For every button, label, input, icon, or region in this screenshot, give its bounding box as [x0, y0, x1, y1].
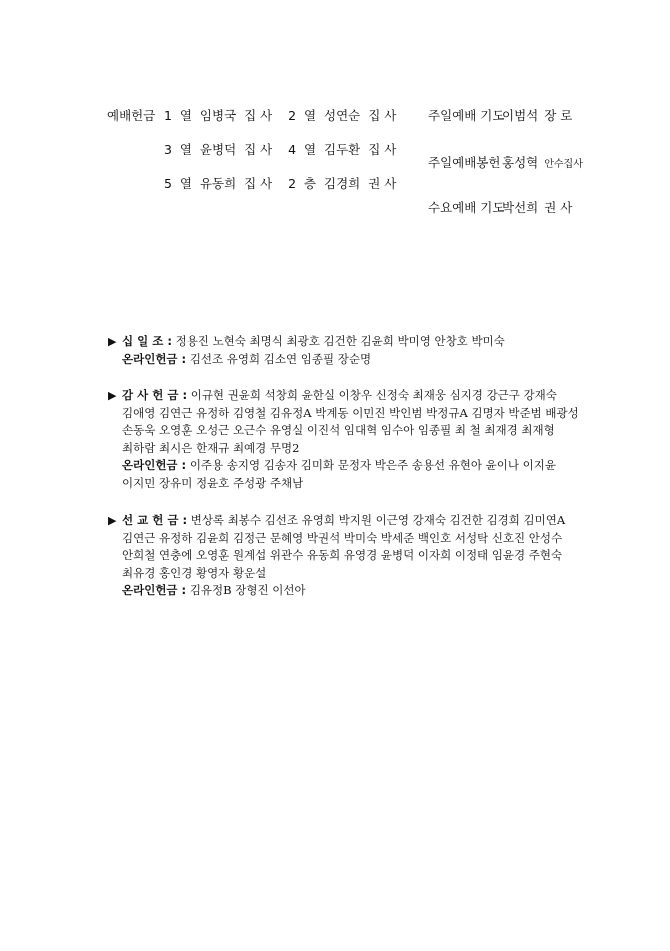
offering-schedule-row-3: 5 열 유동희 집 사 2 층 김경희 권 사	[164, 176, 397, 191]
duty-title: 권 사	[544, 200, 573, 215]
triangle-bullet-icon: ▶	[108, 335, 117, 348]
thanks-line-3: 손동욱 오영훈 오성근 오근수 유영실 이진석 임대혁 임수아 임종필 최 철 최재경 최재형	[122, 423, 555, 437]
mission-header: 선 교 헌 금 :	[122, 513, 188, 527]
thanks-names: 이규현 권윤희 석창희 윤한실 이창우 신정숙 최재웅 심지경 강근구 강재숙	[190, 388, 557, 402]
duty-name: 박선희	[502, 200, 539, 215]
tithe-names: 정용진 노현숙 최명식 최광호 김건한 김윤희 박미영 안창호 박미숙	[175, 334, 505, 348]
duty-title: 안수집사	[544, 159, 583, 170]
tithe-online-line-1	[108, 351, 578, 369]
mission-line-3: 안희철 연충에 오영훈 원계섭 위관수 유동희 유영경 윤병덕 이자희 이정태 임윤경 주현숙	[122, 548, 563, 562]
thanks-line-1	[108, 387, 578, 405]
mission-online-line-1	[108, 582, 578, 600]
tithe-online-names: 김선조 유영희 김소연 임종필 장순명	[189, 351, 372, 366]
thanks-online-header: 온라인헌금 :	[122, 458, 187, 472]
mission-names: 변상록 최봉수 김선조 유영희 박지원 이근영 강재숙 김건한 김경희 김미연A	[190, 513, 566, 527]
triangle-bullet-icon: ▶	[108, 389, 117, 402]
thanks-header: 감 사 헌 금 :	[122, 388, 188, 402]
duty-role: 주일예배 기도	[428, 108, 505, 123]
tithe-online-header: 온라인헌금 :	[122, 351, 187, 366]
mission-section	[108, 512, 578, 600]
duty-role: 주일예배봉헌	[428, 155, 501, 170]
duty-role: 수요예배 기도	[428, 200, 505, 215]
thanks-online-names: 이주용 송지영 김송자 김미화 문정자 박은주 송용선 유현아 윤이나 이지윤	[189, 458, 556, 472]
thanks-online-line-2: 이지민 장유미 정윤호 주성광 주채남	[122, 475, 304, 490]
offering-schedule-row-2: 3 열 윤병덕 집 사 4 열 김두환 집 사	[164, 142, 397, 157]
duty-sunday-prayer	[428, 106, 572, 124]
duty-name: 이범석	[502, 108, 539, 123]
offering-schedule-label: 예배헌금	[107, 108, 156, 123]
tithe-section	[108, 333, 578, 368]
duty-name: 홍성혁	[502, 155, 539, 170]
mission-line-4: 최유경 홍인경 황영자 황운설	[122, 565, 267, 580]
thanks-online-line-1	[108, 457, 578, 475]
thanks-line-2: 김애영 김연근 유정하 김영철 김유정A 박계동 이민진 박인범 박정규A 김명자 박준범 배광성	[122, 405, 579, 420]
duty-title: 장 로	[544, 108, 573, 123]
mission-online-header: 온라인헌금 :	[122, 583, 187, 597]
triangle-bullet-icon: ▶	[108, 514, 117, 527]
offering-schedule-row-1: 1 열 임병국 집 사 2 열 성연순 집 사	[164, 108, 397, 123]
duty-sunday-offering	[428, 153, 583, 171]
thanks-line-4: 최하람 최시은 한재규 최예경 무명2	[122, 440, 300, 455]
duty-wednesday-prayer	[428, 198, 572, 216]
mission-line-1	[108, 512, 578, 530]
mission-online-names: 김유정B 장형진 이선아	[189, 583, 306, 597]
tithe-header: 십 일 조 :	[122, 334, 172, 348]
mission-line-2: 김연근 유정하 김윤희 김정근 문혜영 박권석 박미숙 박세준 백인호 서성탁 신호진 안성수	[122, 530, 563, 545]
thanks-section	[108, 387, 578, 492]
tithe-line-1	[108, 333, 578, 351]
